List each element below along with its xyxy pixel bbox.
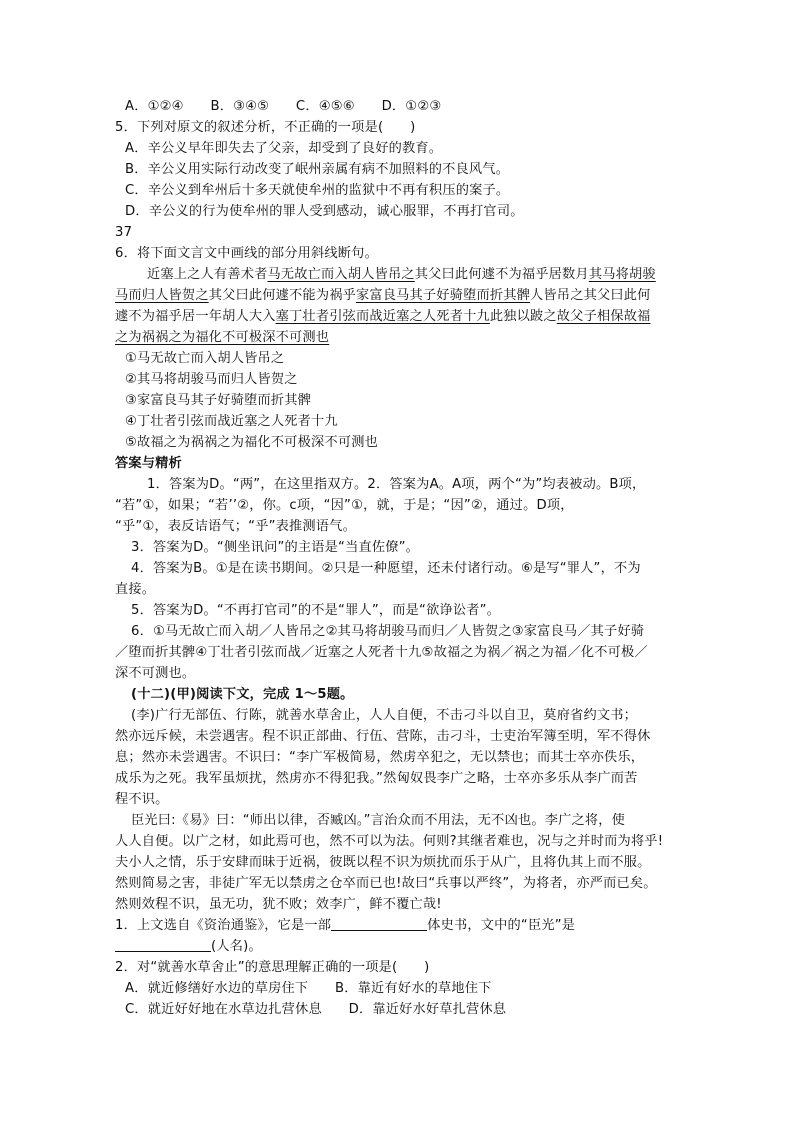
answer-4-line-2: 直接。 <box>115 582 156 597</box>
answers-heading: 答案与精析 <box>115 456 182 471</box>
q5-option-b: B．辛公义用实际行动改变了岷州亲属有病不加照料的不良风气。 <box>125 162 510 177</box>
passage-text: 其父曰此何遽不能为祸乎 <box>208 288 356 303</box>
answer-6-line-1: 6．①马无故亡而入胡／人皆吊之②其马将胡骏马而归／人皆贺之③家富良马／其子好骑 <box>131 624 645 639</box>
q4-options: A．①②④ B．③④⑤ C．④⑤⑥ D．①②③ <box>125 99 442 114</box>
section-12-q1-cont <box>115 937 685 957</box>
underlined-segment: 故父子相保故福 <box>556 309 651 324</box>
q6-segment-1: ①马无故亡而入胡人皆吊之 <box>125 351 285 366</box>
section-12-para-1-line-4: 成乐为之死。我军虽烦扰，然虏亦不得犯我。”然匈奴畏李广之略，士卒亦多乐从李广而苦 <box>115 771 638 786</box>
q6-segment-2: ②其马将胡骏马而归人皆贺之 <box>125 372 298 387</box>
page-number: 37 <box>115 225 133 240</box>
section-12-q1 <box>115 916 685 936</box>
underlined-segment: 马无故亡而入胡人皆吊之 <box>267 267 415 282</box>
underlined-segment: 之为祸祸之为福化不可极深不可测也 <box>115 330 330 345</box>
q1-blank-2[interactable] <box>115 937 211 952</box>
q6-stem: 6．将下面文言文中画线的部分用斜线断句。 <box>115 246 378 261</box>
q5-option-a: A．辛公义早年即失去了父亲，却受到了良好的教育。 <box>125 141 443 156</box>
answer-1-line-2: “若”①，如果；“若’’②，你。c项，“因”①，就，于是；“因”②，通过。D项， <box>115 498 574 513</box>
answer-6-line-3: 深不可测也。 <box>115 666 196 681</box>
section-12-para-2-line-3: 夫小人之情，乐于安肆而昧于近祸，彼既以程不识为烦扰而乐于从广，且将仇其上而不服。 <box>115 855 651 870</box>
q5-option-d: D．辛公义的行为使牟州的罪人受到感动，诚心服罪，不再打官司。 <box>125 204 524 219</box>
q6-passage-line-4 <box>115 328 685 348</box>
answer-5: 5．答案为D。“不再打官司”的不是“罪人”，而是“欲诤讼者”。 <box>131 603 501 618</box>
section-12-q2-options-ab: A．就近修缮好水边的草房住下 B．靠近有好水的草地住下 <box>125 981 492 996</box>
underlined-segment: 马而归人皆贺之 <box>115 288 209 303</box>
answer-1-line-1: 1．答案为D。“两”，在这里指双方。2．答案为A。A项，两个“为”均表被动。B项， <box>147 477 646 492</box>
q1-text: 体史书，文中的“臣光”是 <box>427 918 576 933</box>
section-12-para-1-line-5: 程不识。 <box>115 792 169 807</box>
underlined-segment: 塞丁壮者引弦而战近塞之人死者十九 <box>275 309 490 324</box>
q1-text: (人名)。 <box>211 939 262 954</box>
section-12-para-2-line-4: 然则简易之害，非徒广军无以禁虏之仓卒而已也!故曰“兵事以严终”，为将者，亦严而已矣。 <box>115 876 657 891</box>
q6-passage-line-3 <box>115 307 685 327</box>
q5-option-c: C．辛公义到牟州后十多天就使牟州的监狱中不再有积压的案子。 <box>125 183 510 198</box>
section-12-heading: (十二)(甲)阅读下文，完成 1～5题。 <box>131 687 354 702</box>
passage-text: 近塞上之人有善术者 <box>147 267 268 282</box>
section-12-para-2-line-2: 人人自便。以广之材，如此焉可也，然不可以为法。何则?其继者难也，况与之并时而为将乎! <box>115 834 664 849</box>
passage-text: 人皆吊之其父曰此何 <box>530 288 651 303</box>
answer-4-line-1: 4．答案为B。①是在读书期间。②只是一种愿望，还未付诸行动。⑥是写“罪人”，不为 <box>131 561 641 576</box>
underlined-segment: 其马将胡骏 <box>588 267 656 282</box>
section-12-para-1-line-3: 息；然亦未尝遇害。不识曰：“李广军极简易，然虏卒犯之，无以禁也；而其士卒亦佚乐， <box>115 750 645 765</box>
section-12-para-1-line-1: (李)广行无部伍、行陈，就善水草舍止，人人自便，不击刁斗以自卫，莫府省约文书； <box>131 708 638 723</box>
section-12-q2-options-cd: C．就近好好地在水草边扎营休息 D．靠近好水好草扎营休息 <box>125 1002 507 1017</box>
section-12-para-2-line-1: 臣光曰:《易》曰：“师出以律，否臧凶。”言治众而不用法，无不凶也。李广之将，使 <box>131 813 626 828</box>
q6-segment-3: ③家富良马其子好骑堕而折其髀 <box>125 393 312 408</box>
passage-text: 其父曰此何遽不为福乎居数月 <box>414 267 589 282</box>
answer-3: 3．答案为D。“侧坐讯问”的主语是“当直佐僚”。 <box>131 540 420 555</box>
answer-6-line-2: ／堕而折其髀④丁壮者引弦而战／近塞之人死者十九⑤故福之为祸／祸之为福／化不可极／ <box>115 645 648 660</box>
q6-segment-5: ⑤故福之为祸祸之为福化不可极深不可测也 <box>125 435 378 450</box>
underlined-segment: 家富良马其子好骑堕而折其髀 <box>355 288 531 303</box>
q6-passage-line-2 <box>115 286 685 306</box>
passage-text: 遽不为福乎居一年胡人大入 <box>115 309 276 324</box>
q1-blank-1[interactable] <box>331 916 427 931</box>
section-12-para-2-line-5: 然则效程不识，虽无功，犹不败；效李广，鲜不覆亡哉! <box>115 897 442 912</box>
q6-segment-4: ④丁壮者引弦而战近塞之人死者十九 <box>125 414 338 429</box>
answer-1-line-3: “乎”①，表反诘语气；“乎”表推测语气。 <box>115 519 356 534</box>
passage-text: 此独以跛之 <box>489 309 557 324</box>
section-12-q2-stem: 2．对“就善水草舍止”的意思理解正确的一项是( ) <box>115 960 430 975</box>
q1-text: 1．上文选自《资治通鉴》，它是一部 <box>115 918 332 933</box>
q6-passage-line-1 <box>147 265 717 285</box>
q5-stem: 5．下列对原文的叙述分析，不正确的一项是( ) <box>115 120 416 135</box>
section-12-para-1-line-2: 然亦远斥候，未尝遇害。程不识正部曲、行伍、营陈，击刁斗，士吏治军簿至明，军不得休 <box>115 729 651 744</box>
